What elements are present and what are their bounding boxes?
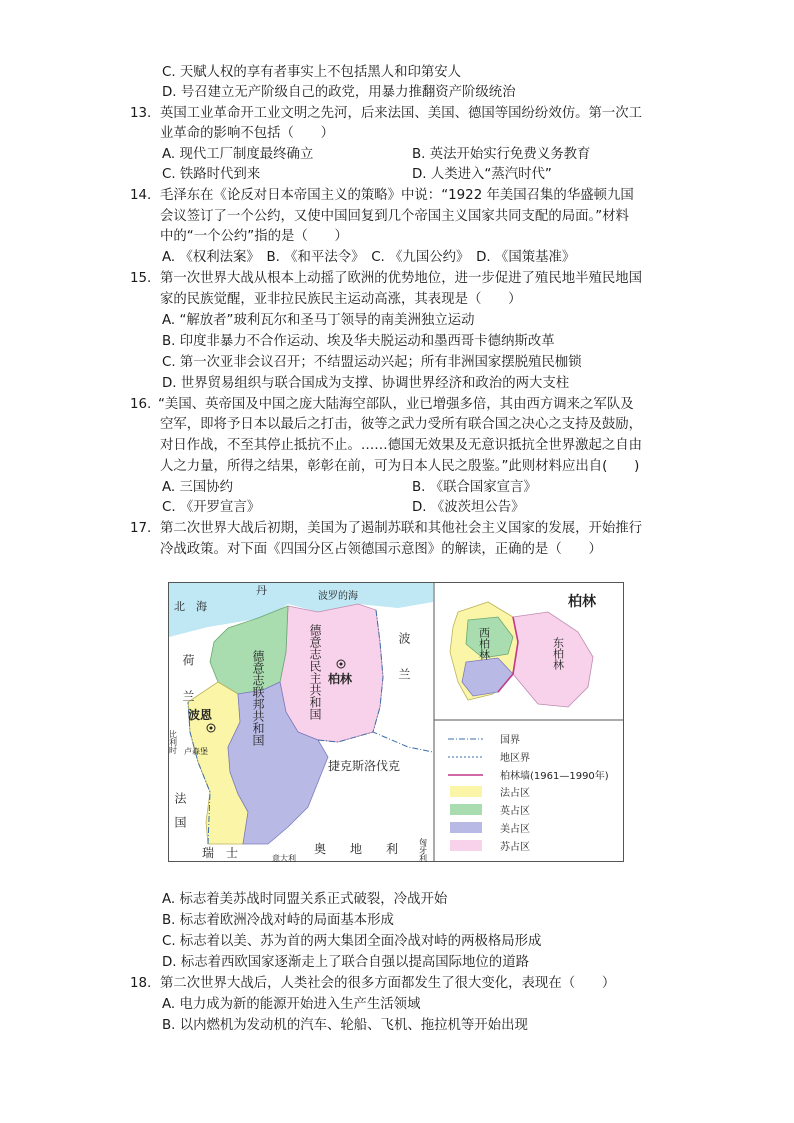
q18-option-a: A. 电力成为新的能源开始进入生产生活领域 xyxy=(162,997,421,1012)
q15-number: 15. xyxy=(130,271,152,286)
label-france: 法 国 xyxy=(173,792,187,828)
label-frg: 德意志联邦共和国 xyxy=(251,650,265,746)
q16-option-c: C. 《开罗宣言》 xyxy=(162,500,261,515)
label-baltic-sea: 波罗的海 xyxy=(318,591,358,602)
q17-option-c: C. 标志着以美、苏为首的两大集团全面冷战对峙的两极格局形成 xyxy=(162,934,542,949)
label-hungary: 匈牙利 xyxy=(418,838,428,862)
legend-american: 美占区 xyxy=(500,824,530,835)
legend-british: 英占区 xyxy=(500,806,530,817)
legend-wall: 柏林墙(1961—1990年) xyxy=(500,771,609,782)
germany-occupation-map xyxy=(168,582,624,862)
q13-stem-line1: 英国工业革命开工业文明之先河，后来法国、美国、德国等国纷纷效仿。第一次工 xyxy=(160,106,643,121)
q17-option-b: B. 标志着欧洲冷战对峙的局面基本形成 xyxy=(162,913,394,928)
q17-stem-line2: 冷战政策。对下面《四国分区占领德国示意图》的解读，正确的是（ ） xyxy=(160,542,602,557)
q14-stem-line1: 毛泽东在《论反对日本帝国主义的策略》中说：“1922 年美国召集的华盛顿九国 xyxy=(160,188,634,203)
q13-option-b: B. 英法开始实行免费义务教育 xyxy=(412,147,591,162)
q15-stem-line1: 第一次世界大战从根本上动摇了欧洲的优势地位，进一步促进了殖民地半殖民地国 xyxy=(160,271,643,286)
q15-option-b: B. 印度非暴力不合作运动、埃及华夫脱运动和墨西哥卡德纳斯改革 xyxy=(162,334,555,349)
label-czech: 捷克斯洛伐克 xyxy=(328,759,401,773)
label-gdr: 德意志民主共和国 xyxy=(308,624,322,720)
q16-option-d: D. 《波茨坦公告》 xyxy=(412,500,525,515)
label-dan: 丹 xyxy=(256,584,267,597)
q18-number: 18. xyxy=(130,976,152,991)
q18-option-b: B. 以内燃机为发动机的汽车、轮船、飞机、拖拉机等开始出现 xyxy=(162,1018,528,1033)
label-berlin: 柏林 xyxy=(328,672,353,686)
q16-option-b: B. 《联合国家宣言》 xyxy=(412,480,537,495)
q16-number: 16. xyxy=(130,397,152,412)
label-italy: 意大利 xyxy=(272,854,296,862)
inset-title: 柏林 xyxy=(568,594,596,610)
q15-option-d: D. 世界贸易组织与联合国成为支撑、协调世界经济和政治的两大支柱 xyxy=(162,376,570,391)
legend-region: 地区界 xyxy=(500,753,530,764)
label-poland: 波 兰 xyxy=(397,632,411,680)
q16-stem-line1: “美国、英帝国及中国之庞大陆海空部队，业已增强多倍，其由西方调来之军队及 xyxy=(158,397,634,412)
label-east-berlin: 东柏林 xyxy=(551,637,565,670)
q17-option-d: D. 标志着西欧国家逐渐走上了联合自强以提高国际地位的道路 xyxy=(162,955,529,970)
q14-options: A. 《权利法案》 B. 《和平法令》 C. 《九国公约》 D. 《国策基准》 xyxy=(162,250,576,265)
q15-stem-line2: 家的民族觉醒，亚非拉民族民主运动高涨，其表现是（ ） xyxy=(160,292,522,307)
label-luxembourg: 卢森堡 xyxy=(184,747,208,756)
q14-stem-line2: 会议签订了一个公约，又使中国回复到几个帝国主义国家共同支配的局面。”材料 xyxy=(160,209,629,224)
q16-stem-line3: 对日作战，不至其停止抵抗不止。……德国无效果及无意识抵抗全世界激起之自由 xyxy=(160,438,643,453)
label-swiss: 瑞 士 xyxy=(202,846,239,860)
q17-option-a: A. 标志着美苏战时同盟关系正式破裂，冷战开始 xyxy=(162,892,448,907)
q15-option-a: A. “解放者”玻利瓦尔和圣马丁领导的南美洲独立运动 xyxy=(162,313,475,328)
label-belgium: 比利时 xyxy=(168,730,178,754)
q14-number: 14. xyxy=(130,188,152,203)
q16-option-a: A. 三国协约 xyxy=(162,480,233,495)
q16-stem-line2: 空军，即将予日本以最后之打击，彼等之武力受所有联合国之决心之支持及鼓励， xyxy=(160,417,643,432)
q16-stem-line4: 人之力量，所得之结果，彰彰在前，可为日本人民之殷鉴。”此则材料应出自( ) xyxy=(160,459,640,474)
label-west-berlin: 西柏林 xyxy=(477,627,491,660)
q13-option-a: A. 现代工厂制度最终确立 xyxy=(162,147,314,162)
legend-border: 国界 xyxy=(500,735,520,746)
q12-option-c: C. 天赋人权的享有者事实上不包括黑人和印第安人 xyxy=(162,65,462,80)
q13-option-c: C. 铁路时代到来 xyxy=(162,167,261,182)
label-north-sea: 北 海 xyxy=(174,600,207,613)
q13-number: 13. xyxy=(130,106,152,121)
q17-number: 17. xyxy=(130,521,152,536)
label-bonn: 波恩 xyxy=(188,708,213,722)
label-austria: 奥 地 利 xyxy=(314,842,399,856)
q13-option-d: D. 人类进入“蒸汽时代” xyxy=(412,167,552,182)
q14-stem-line3: 中的“一个公约”指的是（ ） xyxy=(160,229,348,244)
q18-stem-line1: 第二次世界大战后，人类社会的很多方面都发生了很大变化，表现在（ ） xyxy=(160,976,616,991)
legend-french: 法占区 xyxy=(500,788,530,799)
legend-soviet: 苏占区 xyxy=(500,842,530,853)
q17-stem-line1: 第二次世界大战后初期，美国为了遏制苏联和其他社会主义国家的发展，开始推行 xyxy=(160,521,643,536)
q15-option-c: C. 第一次亚非会议召开；不结盟运动兴起；所有非洲国家摆脱殖民枷锁 xyxy=(162,355,582,370)
label-netherlands: 荷 兰 xyxy=(181,654,195,702)
q12-option-d: D. 号召建立无产阶级自己的政党，用暴力推翻资产阶级统治 xyxy=(162,85,516,100)
q13-stem-line2: 业革命的影响不包括（ ） xyxy=(160,126,335,141)
